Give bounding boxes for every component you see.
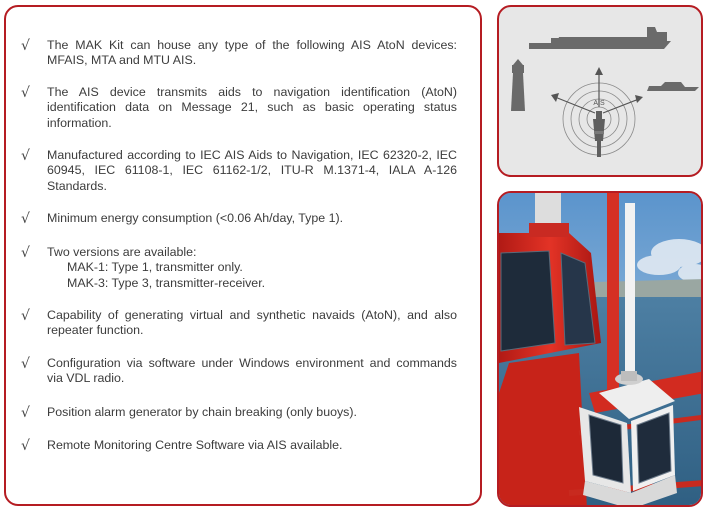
- check-icon: √: [21, 245, 30, 261]
- feature-text: [47, 245, 457, 291]
- check-icon: √: [21, 308, 30, 324]
- ais-diagram-panel: [497, 5, 703, 177]
- feature-line: Capability of generating virtual and synthetic navaids (AtoN), and also repeater function.: [47, 308, 457, 338]
- features-panel: [4, 5, 482, 506]
- feature-text: [47, 211, 457, 226]
- feature-line: Minimum energy consumption (<0.06 Ah/day, Type 1).: [47, 211, 344, 225]
- ais-label: AIS: [593, 100, 605, 107]
- lighthouse-icon: [511, 59, 525, 111]
- check-icon: √: [21, 148, 30, 164]
- check-icon: √: [21, 405, 30, 421]
- feature-line: Position alarm generator by chain breaking (only buoys).: [47, 405, 357, 419]
- ais-diagram: [499, 7, 703, 177]
- feature-line: The AIS device transmits aids to navigation identification (AtoN) identification data on Message 21, such as basic operating status information.: [47, 85, 457, 130]
- feature-text: [47, 148, 457, 194]
- feature-text: [47, 308, 457, 339]
- check-icon: √: [21, 438, 30, 454]
- buoy-icon: [593, 111, 605, 157]
- feature-text: [47, 38, 457, 69]
- feature-text: [47, 85, 457, 131]
- version-mak1: MAK-1: Type 1, transmitter only.: [67, 260, 243, 275]
- buoy-photo-panel: [497, 191, 703, 507]
- check-icon: √: [21, 211, 30, 227]
- buoy-photo: [499, 193, 703, 507]
- version-mak3: MAK-3: Type 3, transmitter-receiver.: [67, 275, 266, 290]
- feature-line: Configuration via software under Windows environment and commands via VDL radio.: [47, 356, 457, 386]
- feature-line: The MAK Kit can house any type of the following AIS AtoN devices: MFAIS, MTA and MTU AIS.: [47, 38, 457, 68]
- check-icon: √: [21, 38, 30, 54]
- yacht-icon: [647, 82, 699, 91]
- check-icon: √: [21, 356, 30, 372]
- feature-line: Two versions are available:: [47, 245, 197, 259]
- ship-icon: [529, 27, 671, 49]
- feature-text: [47, 438, 457, 453]
- check-icon: √: [21, 85, 30, 101]
- feature-text: [47, 405, 457, 420]
- feature-text: [47, 356, 457, 387]
- feature-line: Remote Monitoring Centre Software via AIS available.: [47, 438, 343, 452]
- feature-line: Manufactured according to IEC AIS Aids to Navigation, IEC 62320-2, IEC 60945, IEC 61108-1, IEC 61162-1/2, ITU-R M.1371-4, IALA A-126 Standards.: [47, 148, 457, 193]
